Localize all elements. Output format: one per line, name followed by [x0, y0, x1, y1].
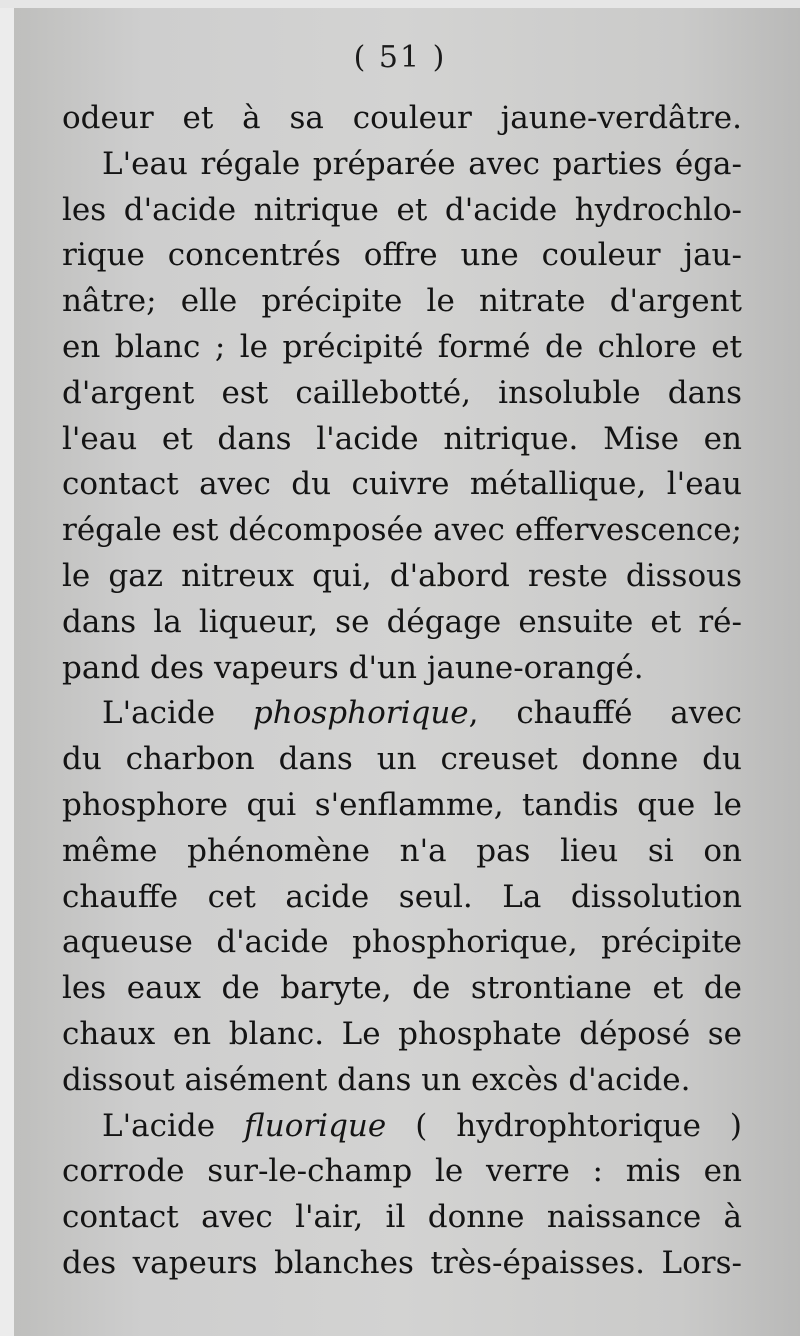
text-line: des vapeurs blanches très-épaisses. Lors- [62, 1244, 742, 1281]
paragraph-fluorique-first-line [62, 1104, 742, 1150]
text-line: contact avec du cuivre métallique, l'eau [62, 466, 742, 503]
page-number: ( 51 ) [353, 40, 447, 75]
text-line: dans la liqueur, se dégage ensuite et ré- [62, 603, 742, 640]
text-line: même phénomène n'a pas lieu si on [62, 832, 742, 869]
text-fragment: ( hydrophtorique ) [386, 1107, 742, 1144]
text-line: du charbon dans un creuset donne du [62, 741, 742, 778]
text-line: d'argent est caillebotté, insoluble dans [62, 374, 742, 411]
page-top-margin [0, 0, 800, 8]
text-line: nâtre; elle précipite le nitrate d'argent [62, 283, 742, 320]
italic-term: phosphorique [252, 695, 469, 732]
text-line: rique concentrés offre une couleur jau- [62, 237, 742, 274]
text-fragment: L'acide [102, 1107, 245, 1144]
text-line: chaux en blanc. Le phosphate déposé se [62, 1015, 742, 1052]
text-fragment: L'acide [102, 695, 253, 732]
text-line: le gaz nitreux qui, d'abord reste dissous [62, 557, 742, 594]
text-line: aqueuse d'acide phosphorique, précipite [62, 924, 742, 961]
text-line: l'eau et dans l'acide nitrique. Mise en [62, 420, 742, 457]
text-fragment: , chauffé avec [468, 695, 742, 732]
text-line: corrode sur-le-champ le verre : mis en [62, 1153, 742, 1190]
italic-term: fluorique [244, 1107, 387, 1144]
text-line: régale est décomposée avec effervescence; [62, 512, 742, 549]
text-line: chauffe cet acide seul. La dissolution [62, 878, 742, 915]
page-left-margin [0, 0, 14, 1336]
text-line: contact avec l'air, il donne naissance à [62, 1199, 742, 1236]
text-line: les eaux de baryte, de strontiane et de [62, 970, 742, 1007]
text-line: L'eau régale préparée avec parties éga- [102, 145, 742, 182]
paragraph-phosphorique-first-line [62, 691, 742, 737]
text-line: dissout aisément dans un excès d'acide. [62, 1061, 691, 1098]
body-text [62, 96, 742, 1287]
text-line: les d'acide nitrique et d'acide hydrochlo- [62, 191, 742, 228]
text-line: odeur et à sa couleur jaune-verdâtre. [62, 100, 742, 136]
text-line: en blanc ; le précipité formé de chlore et [62, 328, 742, 365]
text-line: pand des vapeurs d'un jaune-orangé. [62, 649, 644, 686]
text-line: phosphore qui s'enflamme, tandis que le [62, 786, 742, 823]
